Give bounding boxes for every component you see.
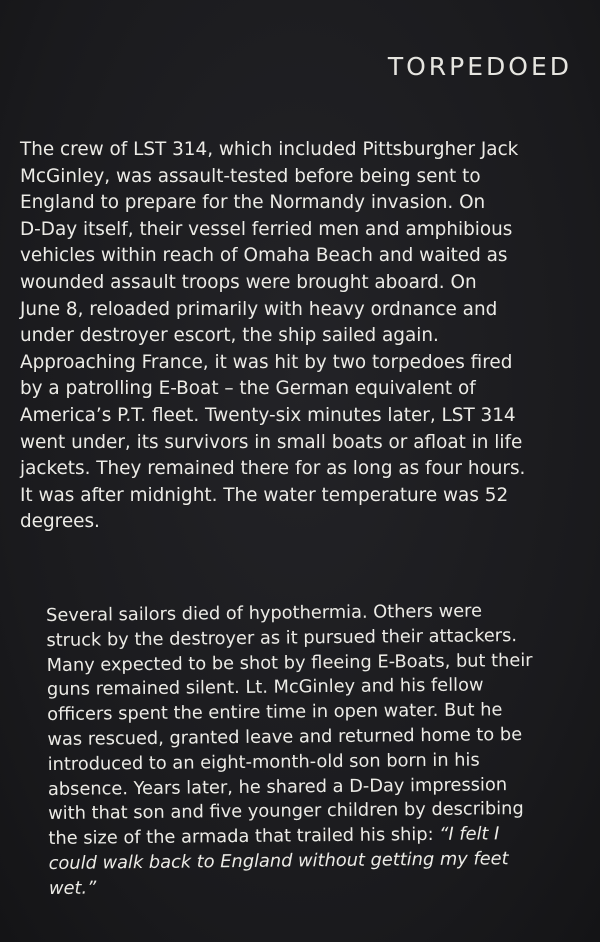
text-line: was rescued, granted leave and returned home to be (47, 724, 523, 750)
text-line: with that son and five younger children by describing (48, 798, 524, 825)
text-line: England to prepare for the Normandy invasion. On (20, 192, 486, 214)
text-line: wounded assault troops were brought aboard. On (20, 271, 477, 293)
paragraph-1 (20, 137, 576, 536)
quote-text: “I felt I (439, 823, 500, 846)
text-line: June 8, reloaded primarily with heavy ordnance and (20, 298, 498, 320)
text-line: absence. Years later, he shared a D-Day impression (47, 773, 508, 800)
paragraph-2 (46, 599, 573, 902)
text-line: The crew of LST 314, which included Pittsburgher Jack (20, 139, 519, 160)
text-line: struck by the destroyer as it pursued their attackers. (46, 624, 518, 651)
text-line: Several sailors died of hypothermia. Others were (46, 600, 483, 626)
text-line: vehicles within reach of Omaha Beach and waited as (20, 245, 508, 267)
text-line: Approaching France, it was hit by two torpedoes fired (20, 351, 513, 373)
text-line: guns remained silent. Lt. McGinley and his fellow (46, 674, 484, 701)
panel-title: TORPEDOED (387, 52, 572, 81)
text-line: Many expected to be shot by fleeing E-Boats, but their (46, 649, 533, 676)
text-line: McGinley, was assault-tested before being sent to (20, 165, 481, 187)
text-line: D-Day itself, their vessel ferried men and amphibious (20, 218, 513, 240)
text-line: under destroyer escort, the ship sailed again. (20, 325, 439, 347)
quote-line: wet.” (48, 877, 97, 899)
text-line: officers spent the entire time in open water. But he (47, 699, 503, 726)
text-fragment: the size of the armada that trailed his ship: (48, 824, 434, 850)
text-line: America’s P.T. fleet. Twenty-six minutes later, LST 314 (20, 404, 516, 426)
text-line: by a patrolling E-Boat – the German equivalent of (20, 378, 476, 400)
text-line: introduced to an eight-month-old son born in his (47, 749, 480, 775)
text-line: degrees. (20, 511, 100, 533)
text-line: jackets. They remained there for as long as four hours. (20, 458, 526, 480)
text-line: It was after midnight. The water temperature was 52 (20, 484, 509, 506)
quote-line: could walk back to England without getting my feet (48, 848, 509, 874)
text-line: went under, its survivors in small boats or afloat in life (20, 431, 523, 453)
